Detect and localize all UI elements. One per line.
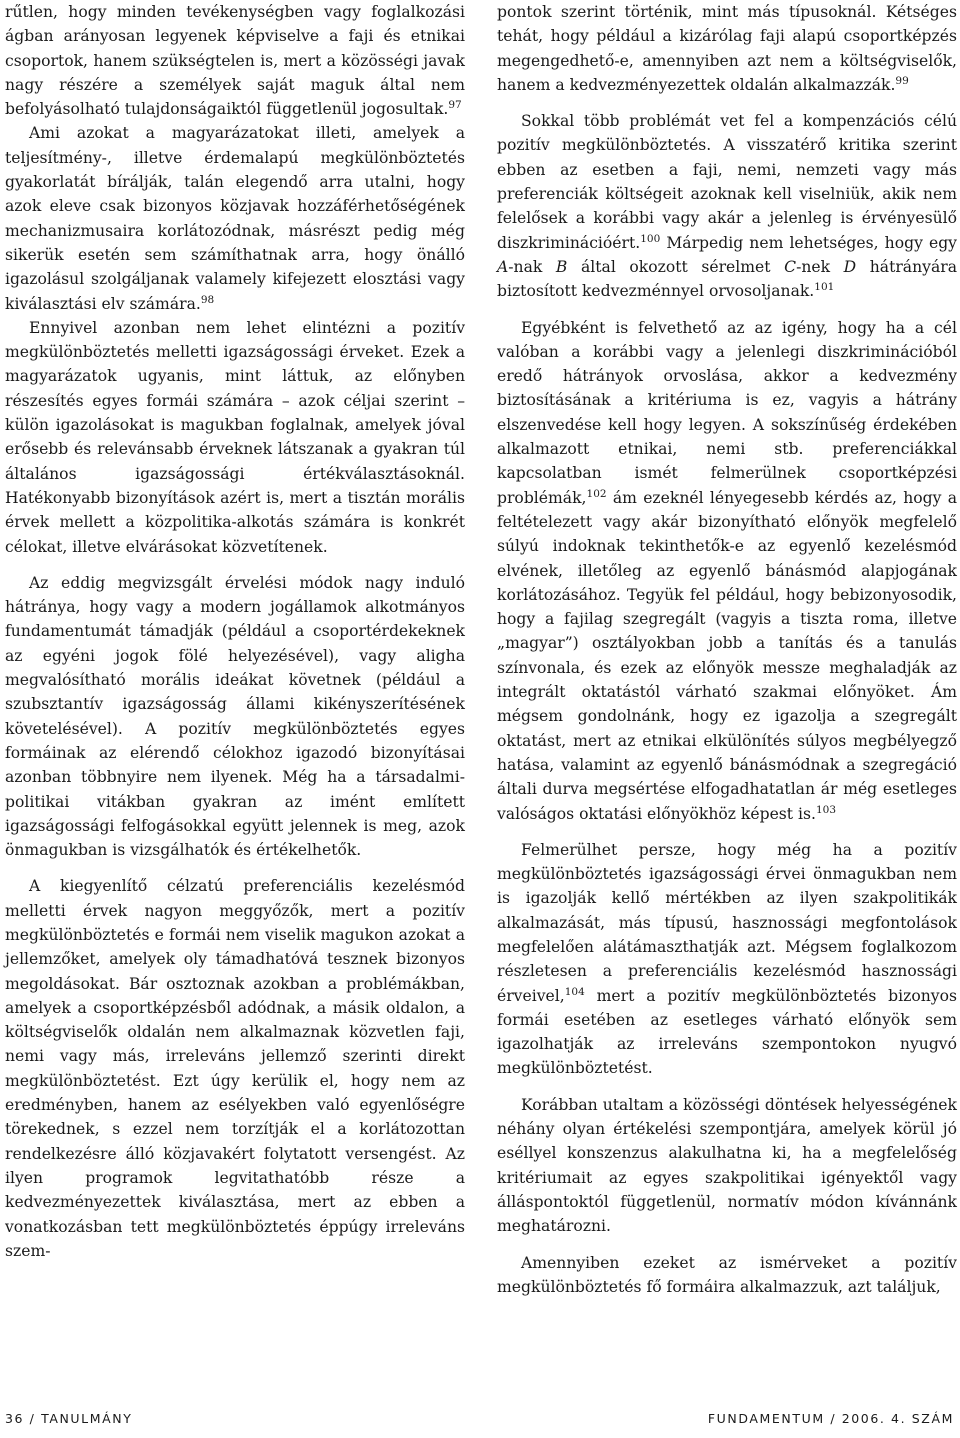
paragraph: Sokkal több problémát vet fel a kompenzációs célú pozitív megkülönböztetés. A visszatérő kritika szerint ebben az esetben a faji, nemi, nemzeti vagy más preferenciák költségeit azoknak kell viselniük, akik nem felelősek a korábbi vagy akár a jelenleg is érvényesülő diszkriminációért.$^{100}$ Márpedig nem lehetséges, hogy egy A-nak B által okozott sérelmet C-nek D hátrányára biztosított kedvezménnyel orvosoljanak.$^{101}$ (497, 112, 958, 301)
right-text-column (497, 0, 957, 1299)
paragraph: Felmerülhet persze, hogy még ha a pozitív megkülönböztetés igazságossági érvei önmagukban nem is igazolják kellő mértékben az ilyen szakpolitikák alkalmazását, más típusú, hasznossági megfontolások megfelelően alátámaszthatják azt. Mégsem foglalkozom részletesen a preferenciális kezelésmód hasznossági érveivel,$^{104}$ mert a pozitív megkülönböztetés bizonyos formái esetében az esetleges várható előnyök sem igazolhatják az irreleváns szempontokon nyugvó megkülönböztetést. (497, 840, 957, 1078)
page-footer-section: 36 / TANULMÁNY (5, 1411, 133, 1426)
page-footer-journal: FUNDAMENTUM / 2006. 4. SZÁM (707, 1411, 954, 1426)
paragraph: Egyébként is felvethető az az igény, hogy ha a cél valóban a korábbi vagy a jelenlegi diszkriminációból eredő hátrányok orvoslása, akkor a kedvezmény biztosításának a kritériuma is ez, vagyis a hátrány elszenvedése kell hogy legyen. A sokszínűség érdekében alkalmazott etnikai, nemi stb. preferenciákkal kapcsolatban ismét felmerülnek csoportképzési problémák,$^{102}$ ám ezeknél lényegesebb kérdés az, hogy a feltételezett vagy akár bizonyítható előnyök megfelelő súlyú indoknak tekinthetők-e az egyenlő kezelésmód elvének, illetőleg az egyenlő bánásmód alapjogának korlátozásához. Tegyük fel például, hogy bebizonyosodik, hogy a fajilag szegregált (vagyis a tiszta roma, illetve „magyar”) osztályokban jobb a tanítás és a tanulás színvonala, és ezek az előnyök messze meghaladják az integrált oktatástól várható szakmai előnyöket. Ám mégsem gondolnánk, hogy ez igazolja a szegregált oktatást, mert az etnikai elkülönítés súlyos megbélyegző hatása, valamint az egyenlő bánásmódnak a szegregáció általi durva megsértése elfogadhatatlan ár még esetleges valóságos oktatási előnyökhöz képest is.$^{103}$ (497, 318, 957, 823)
footnote-ref: 102 (586, 487, 607, 500)
footnote-ref: 99 (895, 74, 909, 87)
paragraph: Ennyivel azonban nem lehet elintézni a pozitív megkülönböztetés melletti igazságossági érveket. Ezek a magyarázatok ugyanis, mint láttuk, az előnyben részesítés egyes formái számára – azok céljai szerint – külön igazolásokat is magukban foglalnak, amelyek jóval erősebb és relevánsabb érveknek látszanak a gyakran túl általános igazságossági értékválasztásoknál. Hatékonyabb bizonyítások azért is, mert a tisztán morális érvek mellett a közpolitika-alkotás számára is konkrét célokat, illetve elvárásokat közvetítenek. (5, 318, 465, 556)
footnote-ref: 101 (814, 281, 835, 294)
paragraph: Amennyiben ezeket az ismérveket a pozitív megkülönböztetés fő formáira alkalmazzuk, azt találjuk, (497, 1253, 957, 1296)
paragraph: Az eddig megvizsgált érvelési módok nagy induló hátránya, hogy vagy a modern jogállamok alkotmányos fundamentumát támadják (például a csoportérdekeknek az egyéni jogok fölé helyezésével), vagy aligha megvalósítható morális ideákat követnek (például a szubsztantív igazságosság állami kikényszerítésének követelésével). A pozitív megkülönböztetés egyes formáinak az elérendő célokhoz igazodó bizonyításai azonban többnyire nem ilyenek. Még ha a társadalmi-politikai vitákban gyakran az imént említett igazságossági felfogásokkal együtt jelennek is meg, azok önmagukban is vizsgálhatók és értékelhetők. (5, 573, 465, 860)
footnote-ref: 98 (200, 293, 215, 306)
footnote-ref: 104 (564, 985, 585, 998)
left-text-column (5, 0, 465, 1263)
paragraph: pontok szerint történik, mint más típusoknál. Kétséges tehát, hogy például a kizárólag faji alapú csoportképzés megengedhető-e, amennyiben azt nem a költségviselők, hanem a kedvezményezettek oldalán alkalmazzák.$^{99}$ (497, 3, 957, 94)
paragraph: A kiegyenlítő célzatú preferenciális kezelésmód melletti érvek nagyon meggyőzők, mert a pozitív megkülönböztetés e formái nem viselik magukon azokat a jellemzőket, amelyek oly támadhatóvá tesznek bizonyos megoldásokat. Bár osztoznak azokban a problémákban, amelyek a csoportképzésből adódnak, a másik oldalon, a költségviselők oldalán nem alkalmaznak közvetlen faji, nemi vagy más, irreleváns jellemző szerinti direkt megkülönböztetést. Ezt úgy kerülik el, hogy nem az eredményben, hanem az esélyekben való egyenlőségre törekednek, s ezzel nem torzítják el a korlátozottan rendelkezésre álló közjavakért folytatott versengést. Az ilyen programok legvitathatóbb része a kedvezményezettek kiválasztása, mert az ebben a vonatkozásban tett megkülönböztetés éppúgy irreleváns szem- (5, 877, 465, 1260)
footnote-ref: 103 (815, 803, 837, 816)
paragraph: rűtlen, hogy minden tevékenységben vagy foglalkozási ágban arányosan legyenek képviselve a faji és etnikai csoportok, hanem szükségtelen is, mert a közösségi javak nagy részére a személyek saját maguk által nem befolyásolható tulajdonságaiktól függetlenül jogosultak.$^{97}$ (5, 3, 465, 119)
paragraph: Ami azokat a magyarázatokat illeti, amelyek a teljesítmény-, illetve érdemalapú megkülönböztetés gyakorlatát bírálják, talán elegendő arra utalni, hogy azok eleve csak bizonyos közjavak hozzáférhetőségének mechanizmusaira korlátozódnak, másrészt pedig még sikerük esetén sem számíthatnak arra, hogy önálló igazolásul szolgáljanak valamely kifejezett elosztási vagy kiválasztási elv számára.$^{98}$ (5, 124, 465, 313)
footnote-ref: 97 (448, 99, 462, 112)
footnote-ref: 100 (640, 232, 661, 245)
paragraph: Korábban utaltam a közösségi döntések helyességének néhány olyan értékelési szempontjára, amelyek körül jó eséllyel konszenzus alakulhatna ki, ha a megfelelőség kritériumait az egyes szakpolitikai igényektől vagy álláspontoktól függetlenül, normatív módon kívánnánk meghatározni. (497, 1095, 957, 1236)
